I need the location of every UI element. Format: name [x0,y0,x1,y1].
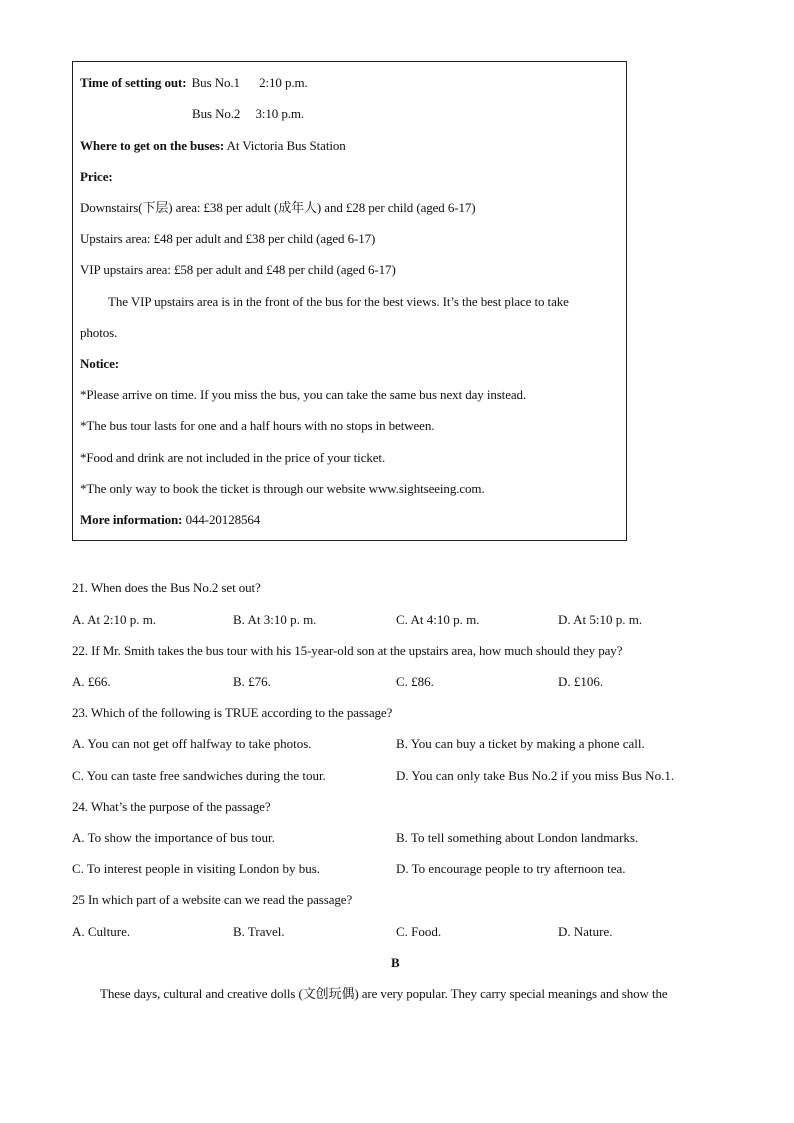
where-value: At Victoria Bus Station [226,138,346,153]
notice-item: *The only way to book the ticket is through our website www.sightseeing.com. [80,481,485,496]
question-23-stem: 23. Which of the following is TRUE according to the passage? [72,705,393,720]
bus2-row [192,106,304,122]
bus1-time: 2:10 p.m. [259,75,308,90]
q23-option-b: B. You can buy a ticket by making a phone call. [396,736,645,751]
vip-paragraph-line2: photos. [80,325,118,340]
bus2-time: 3:10 p.m. [255,106,305,121]
q25-option-d: D. Nature. [558,924,613,939]
section-b-paragraph: These days, cultural and creative dolls (文创玩偶) are very popular. They carry special meanings and show the [100,986,668,1001]
setting-out-label: Time of setting out: [80,75,187,90]
q24-option-c: C. To interest people in visiting London by bus. [72,861,321,876]
notice-item: *Please arrive on time. If you miss the bus, you can take the same bus next day instead. [80,387,527,402]
question-21-stem: 21. When does the Bus No.2 set out? [72,580,261,595]
q22-option-c: C. £86. [396,674,434,689]
more-info-row [80,512,260,528]
price-vip: VIP upstairs area: £58 per adult and £48 per child (aged 6-17) [80,262,396,277]
q25-option-b: B. Travel. [233,924,285,939]
q23-option-d: D. You can only take Bus No.2 if you miss Bus No.1. [396,768,675,783]
vip-paragraph-line1: The VIP upstairs area is in the front of the bus for the best views. It’s the best place to take [108,294,569,309]
q21-option-c: C. At 4:10 p. m. [396,612,480,627]
q23-option-c: C. You can taste free sandwiches during the tour. [72,768,326,783]
q22-option-a: A. £66. [72,674,111,689]
question-24-stem: 24. What’s the purpose of the passage? [72,799,271,814]
bus1-label: Bus No.1 [191,75,240,90]
notice-item: *Food and drink are not included in the price of your ticket. [80,450,386,465]
q22-option-b: B. £76. [233,674,271,689]
section-b-heading: B [391,955,400,970]
q21-option-d: D. At 5:10 p. m. [558,612,643,627]
bus2-label: Bus No.2 [192,106,241,121]
q24-option-b: B. To tell something about London landmarks. [396,830,639,845]
q24-option-d: D. To encourage people to try afternoon tea. [396,861,626,876]
price-downstairs: Downstairs(下层) area: £38 per adult (成年人) and £28 per child (aged 6-17) [80,200,476,215]
q25-option-a: A. Culture. [72,924,131,939]
price-label: Price: [80,169,113,184]
q24-option-a: A. To show the importance of bus tour. [72,830,275,845]
q23-option-a: A. You can not get off halfway to take photos. [72,736,312,751]
price-upstairs: Upstairs area: £48 per adult and £38 per child (aged 6-17) [80,231,376,246]
setting-out-row [80,75,308,91]
q21-option-a: A. At 2:10 p. m. [72,612,157,627]
q25-option-c: C. Food. [396,924,442,939]
q21-option-b: B. At 3:10 p. m. [233,612,317,627]
question-25-stem: 25 In which part of a website can we read the passage? [72,892,353,907]
where-label: Where to get on the buses: [80,138,225,153]
question-22-stem: 22. If Mr. Smith takes the bus tour with his 15-year-old son at the upstairs area, how much should they pay? [72,643,623,658]
more-info-label: More information: [80,512,183,527]
notice-item: *The bus tour lasts for one and a half hours with no stops in between. [80,418,435,433]
where-row [80,138,346,154]
notice-label: Notice: [80,356,119,371]
more-info-value: 044-20128564 [185,512,261,527]
q22-option-d: D. £106. [558,674,604,689]
